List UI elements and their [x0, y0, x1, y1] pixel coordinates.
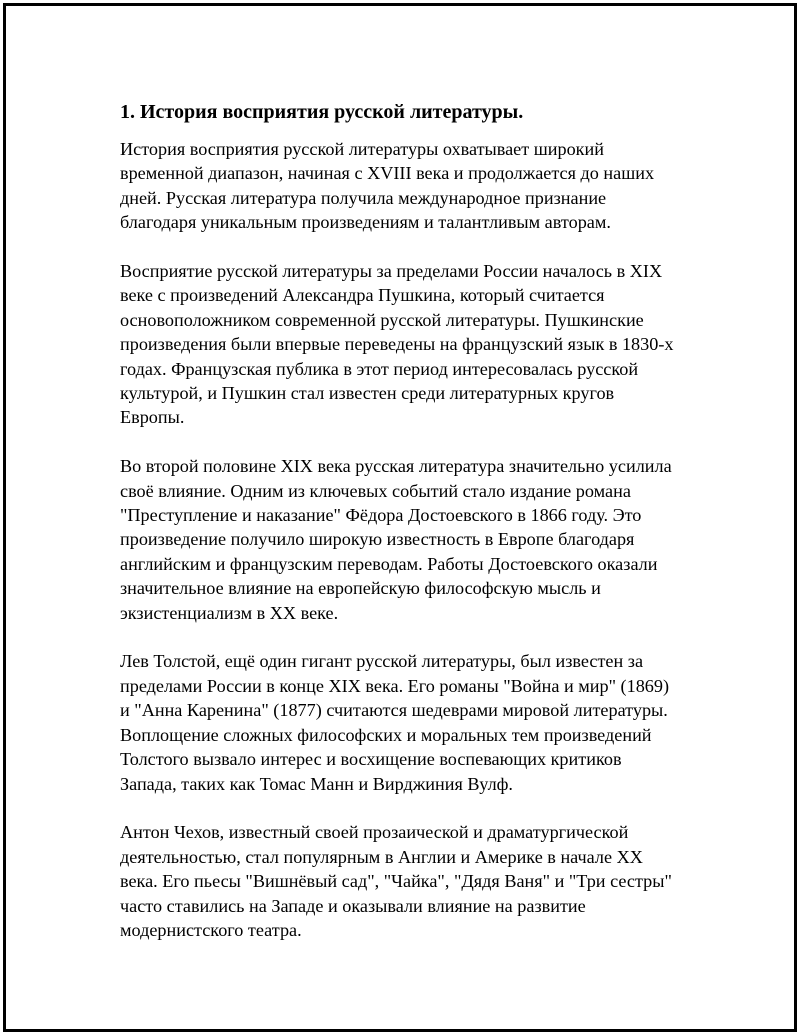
paragraph-dostoevsky	[120, 454, 700, 625]
text-line: Воплощение сложных философских и моральных тем произведений	[120, 724, 652, 745]
text-line: своё влияние. Одним из ключевых событий стало издание романа	[120, 480, 631, 501]
text-line: века. Его пьесы "Вишнёвый сад", "Чайка", "Дядя Ваня" и "Три сестры"	[120, 871, 672, 892]
text-line: Во второй половине XIX века русская литература значительно усилила	[120, 456, 672, 477]
text-line: Европы.	[120, 407, 185, 428]
text-line: годах. Французская публика в этот период интересовалась русской	[120, 358, 639, 379]
text-line: Толстого вызвало интерес и восхищение воспевающих критиков	[120, 749, 622, 770]
text-line: деятельностью, стал популярным в Англии и Америке в начале XX	[120, 846, 643, 867]
text-line: произведения были впервые переведены на французский язык в 1830-х	[120, 334, 674, 355]
text-line: Запада, таких как Томас Манн и Вирджиния Вулф.	[120, 773, 513, 794]
text-line: английским и французским переводам. Работы Достоевского оказали	[120, 553, 658, 574]
paragraph-intro	[120, 137, 700, 235]
text-line: благодаря уникальным произведениям и талантливым авторам.	[120, 212, 611, 233]
text-line: и "Анна Каренина" (1877) считаются шедеврами мировой литературы.	[120, 700, 668, 721]
text-line: История восприятия русской литературы охватывает широкий	[120, 139, 604, 159]
paragraph-tolstoy	[120, 649, 700, 795]
text-line: основоположником современной русской литературы. Пушкинские	[120, 309, 644, 330]
text-line: временной диапазон, начиная с XVIII века и продолжается до наших	[120, 163, 655, 184]
page-frame	[3, 3, 797, 1032]
text-line: произведение получило широкую известность в Европе благодаря	[120, 529, 635, 550]
document-body	[120, 99, 700, 967]
text-line: веке с произведений Александра Пушкина, который считается	[120, 285, 605, 306]
text-line: часто ставились на Западе и оказывали влияние на развитие	[120, 895, 586, 916]
text-line: "Преступление и наказание" Фёдора Достоевского в 1866 году. Это	[120, 505, 642, 526]
text-line: модернистского театра.	[120, 919, 302, 940]
text-line: дней. Русская литература получила международное признание	[120, 187, 607, 208]
text-line: культурой, и Пушкин стал известен среди литературных кругов	[120, 383, 615, 404]
text-line: Лев Толстой, ещё один гигант русской литературы, был известен за	[120, 651, 644, 672]
section-heading: 1. История восприятия русской литературы.	[120, 101, 524, 123]
paragraph-chekhov	[120, 820, 700, 942]
text-line: экзистенциализм в XX веке.	[120, 602, 339, 623]
text-line: Восприятие русской литературы за пределами России началось в XIX	[120, 261, 663, 282]
text-line: Антон Чехов, известный своей прозаической и драматургической	[120, 822, 629, 843]
text-line: значительное влияние на европейскую философскую мысль и	[120, 578, 601, 599]
text-line: пределами России в конце XIX века. Его романы "Война и мир" (1869)	[120, 675, 670, 696]
paragraph-pushkin	[120, 259, 700, 430]
